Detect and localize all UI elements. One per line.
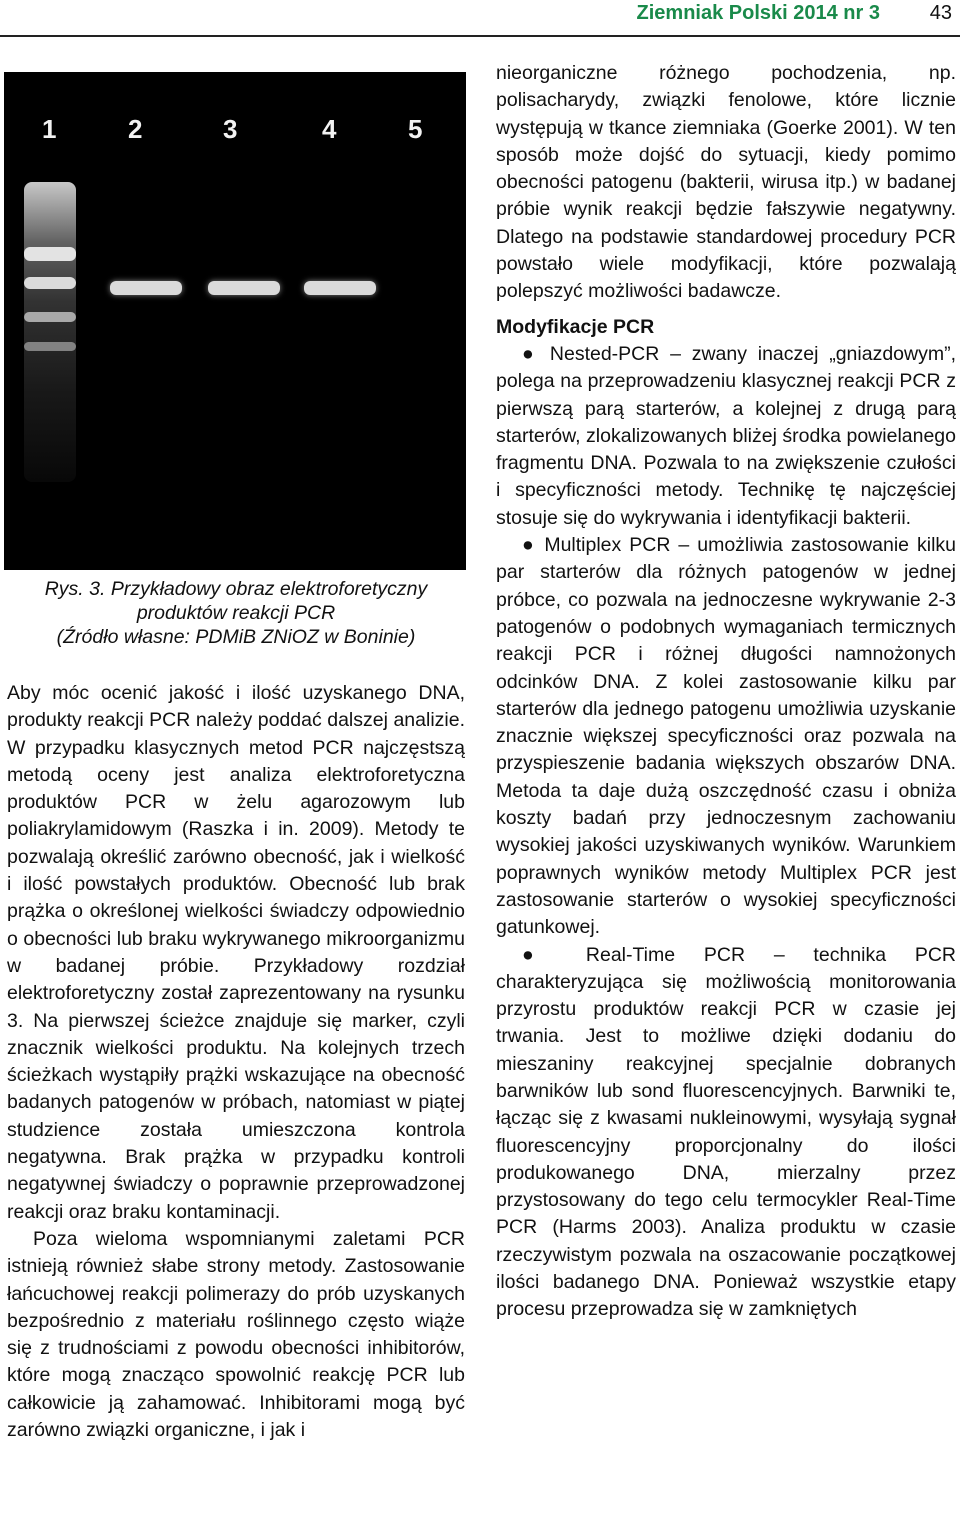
paragraph: Aby móc ocenić jakość i ilość uzyskanego DNA, produkty reakcji PCR należy poddać dalszej analizie. W przypadku klasycznych metod PCR najczęstszą metodą oceny jest analiza elektroforetyczna produktów PCR w żelu agarozowym lub poliakrylamidowym (Raszka i in. 2009). Metody te pozwalają określić zarówno obecność, jak i wielkość i ilość powstałych produktów. Obecność lub brak prążka o określonej wielkości świadczy odpowiednio o obecności lub braku wykrywanego mikroorganizmu w badanej próbie. Przykładowy rozdział elektroforetyczny został zaprezentowany na rysunku 3. Na pierwszej ścieżce znajduje się marker, czyli znacznik wielkości produktu. Na kolejnych trzech ścieżkach wystąpiły prążki wskazujące na obecność badanych patogenów w próbach, natomiast w piątej studzience została umieszczona kontrola negatywna. Brak prążka w przypadku kontroli negatywnej świadczy o poprawnie przeprowadzonej reakcji oraz braku kontaminacji. (7, 682, 465, 1223)
right-column (496, 60, 956, 1324)
lane-label-2: 2 (128, 114, 143, 144)
section-heading: Modyfikacje PCR (496, 315, 655, 338)
lane-label-5: 5 (408, 114, 423, 144)
list-item: ● Real-Time PCR – technika PCR charakteryzująca się możliwością monitorowania przyrostu produktów reakcji PCR w czasie jej trwania. Jest to możliwe dzięki dodaniu do mieszaniny reakcyjnej specjalnie dobranych barwników lub sond fluorescencyjnych. Barwniki te, łącząc się z kwasami nukleinowymi, wysyłają sygnał fluorescencyjny proporcjonalny do ilości produkowanego DNA, mierzalny przez przystosowany do tego celu termocykler Real-Time PCR (Harms 2003). Analiza produktu w czasie rzeczywistym pozwala na oszacowanie początkowej ilości badanego DNA. Ponieważ wszystkie etapy procesu przeprowadza się w zamkniętych (496, 943, 956, 1321)
lane-label-3: 3 (223, 114, 238, 144)
journal-title: Ziemniak Polski 2014 nr 3 (636, 2, 880, 24)
page-header (0, 0, 960, 36)
caption-line: Rys. 3. Przykładowy obraz elektroforetyczny (44, 578, 428, 600)
sample-band-lane-4 (304, 281, 376, 295)
header-divider (0, 35, 960, 37)
paragraph: nieorganiczne różnego pochodzenia, np. polisacharydy, związki fenolowe, które licznie występują w tkance ziemniaka (Goerke 2001). W ten sposób może dojść do sytuacji, kiedy pomimo obecności patogenu (bakterii, wirusa itp.) w badanej próbie wynik reakcji będzie fałszywie negatywny. Dlatego na podstawie standardowej procedury PCR powstało wiele modyfikacji, które pozwalają polepszyć możliwości badawcze. (496, 62, 956, 303)
marker-band (24, 342, 76, 351)
marker-band (24, 247, 76, 261)
lane-label-4: 4 (322, 114, 337, 144)
marker-band (24, 312, 76, 322)
list-item: ● Multiplex PCR – umożliwia zastosowanie kilku par starterów dla różnych patogenów w jednej próbce, co pozwala na jednoczesne wykrywanie 2-3 patogenów o podobnych wymaganiach termicznych reakcji PCR i różnej długości namnożonych odcinków DNA. Z kolei zastosowanie kilku par starterów dla jednego patogenu umożliwia uzyskanie znacznie większej specyficzności oraz pozwala na przyspieszenie badania większych obszarów DNA. Metoda ta daje dużą oszczędność czasu i obniża koszty badań przy jednoczesnym zachowaniu wysokiej jakości uzyskiwanych wyników. Warunkiem poprawnych wyników metody Multiplex PCR jest zastosowanie starterów o wysokiej specyficzności gatunkowej. (496, 534, 956, 939)
list-item: ● Nested-PCR – zwany inaczej „gniazdowym”, polega na przeprowadzeniu klasycznej reakcji PCR z pierwszą parą starterów, a kolejnej z drugą parą starterów, zlokalizowanych bliżej środka powielanego fragmentu DNA. Pozwala to na zwiększenie czułości i specyficzności metody. Technikę tę najczęściej stosuje się do wykrywania i identyfikacji bakterii. (496, 342, 956, 529)
electrophoresis-gel-image (4, 72, 466, 570)
figure-caption (7, 577, 465, 649)
marker-band (24, 277, 76, 289)
sample-band-lane-3 (208, 281, 280, 295)
caption-line: produktów reakcji PCR (136, 602, 336, 624)
marker-ladder (24, 182, 76, 482)
caption-line: (Źródło własne: PDMiB ZNiOZ w Boninie) (56, 626, 416, 648)
left-column (7, 680, 465, 1444)
lane-label-1: 1 (42, 114, 57, 144)
page-number: 43 (929, 2, 952, 24)
paragraph: Poza wieloma wspomnianymi zaletami PCR istnieją również słabe strony metody. Zastosowanie łańcuchowej reakcji polimerazy do prób uzyskanych bezpośrednio z materiału roślinnego często wiąże się z trudnościami z powodu obecności inhibitorów, które mogą znacząco spowolnić reakcję PCR lub całkowicie ją zahamować. Inhibitorami mogą być zarówno związki organiczne, i jak i (7, 1227, 465, 1442)
sample-band-lane-2 (110, 281, 182, 295)
